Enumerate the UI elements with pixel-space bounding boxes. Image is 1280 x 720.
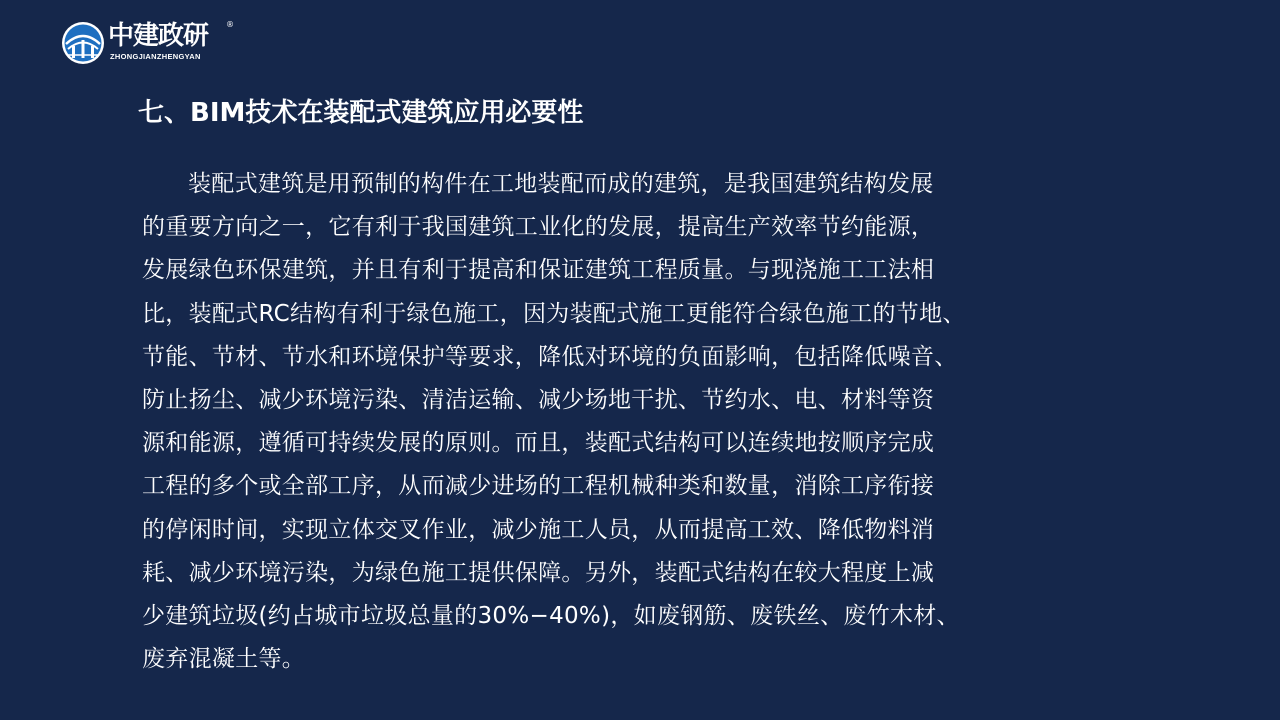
paragraph-line: 节能、节材、节水和环境保护等要求，降低对环境的负面影响，包括降低噪音、 bbox=[142, 343, 958, 370]
logo-wordmark: 中建政研 bbox=[108, 21, 209, 51]
paragraph-line: 发展绿色环保建筑，并且有利于提高和保证建筑工程质量。与现浇施工工法相 bbox=[142, 257, 935, 284]
paragraph-line: 耗、减少环境污染，为绿色施工提供保障。另外，装配式结构在较大程度上减 bbox=[142, 559, 935, 586]
paragraph-line: 防止扬尘、减少环境污染、清洁运输、减少场地干扰、节约水、电、材料等资 bbox=[142, 386, 935, 413]
paragraph-line: 废弃混凝土等。 bbox=[142, 646, 306, 673]
paragraph-line: 比，装配式RC结构有利于绿色施工，因为装配式施工更能符合绿色施工的节地、 bbox=[142, 300, 966, 327]
slide-title: 七、BIM技术在装配式建筑应用必要性 bbox=[138, 98, 584, 128]
paragraph-line: 的停闲时间，实现立体交叉作业，减少施工人员，从而提高工效、降低物料消 bbox=[142, 516, 935, 543]
paragraph-line: 少建筑垃圾(约占城市垃圾总量的30%−40%)，如废钢筋、废铁丝、废竹木材、 bbox=[142, 602, 960, 629]
paragraph-line: 源和能源，遵循可持续发展的原则。而且，装配式结构可以连续地按顺序完成 bbox=[142, 430, 935, 457]
paragraph-line: 工程的多个或全部工序，从而减少进场的工程机械种类和数量，消除工序衔接 bbox=[142, 473, 935, 500]
paragraph-line: 装配式建筑是用预制的构件在工地装配而成的建筑，是我国建筑结构发展 bbox=[188, 171, 934, 197]
logo-subtitle: ZHONGJIANZHENGYAN bbox=[110, 52, 201, 61]
paragraph-line: 的重要方向之一，它有利于我国建筑工业化的发展，提高生产效率节约能源， bbox=[142, 214, 935, 241]
registered-mark: ® bbox=[226, 20, 234, 29]
body-paragraph bbox=[142, 163, 982, 681]
company-logo bbox=[60, 18, 240, 66]
globe-emblem-icon bbox=[60, 20, 106, 66]
